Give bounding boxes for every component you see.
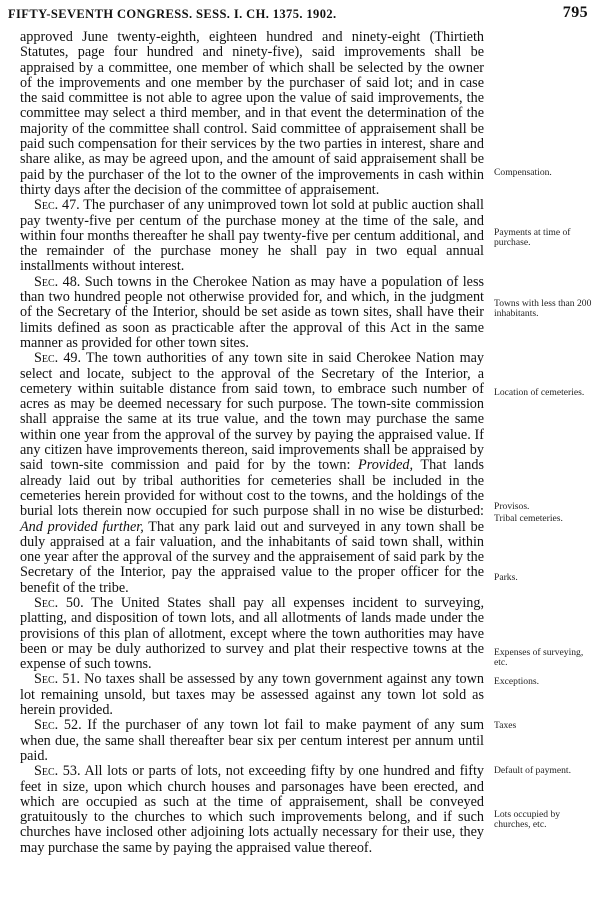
page-header (8, 4, 592, 24)
margin-note-exceptions: Exceptions. (494, 676, 540, 687)
paragraph-continuation: approved June twenty-eighth, eighteen hundred and ninety-eight (Thirtieth Statutes, page four hundred and ninety-five), said improvements shall be appraised by a committee, one member of which shall be selected by the owner of the improvements and one member by the purchaser of said lot; and in case the said committee is not able to agree upon the value of said improvements, the committee may select a third member, and in that event the determination of the majority of the committee shall control. Said committee of appraisement shall be paid such compensation for their services by the two parties in interest, share and share alike, as may be agreed upon, and the amount of said appraisement shall be paid by the purchaser of the lot to the owner of the improvements in cash within thirty days after the decision of the committee of appraisement. (20, 29, 484, 198)
section-text: That lands already laid out by tribal authorities for cemeteries shall be included in the cemeteries herein provided for without cost to the towns, and the holdings of the burial lots therein now occupied for such purpose shall in no wise be disturbed: (20, 457, 484, 520)
section-label: Sec. 49. (34, 350, 82, 367)
margin-note-provisos: Provisos. (494, 501, 530, 512)
section-text: If the purchaser of any town lot fail to make payment of any sum when due, the same shall thereafter bear six per centum interest per annum until paid. (20, 717, 484, 764)
section-label: Sec. 52. (34, 717, 82, 734)
section-text: All lots or parts of lots, not exceeding fifty by one hundred and fifty feet in size, upon which church houses and parsonages have been erected, and which are occupied as such at the time of appraisement, shall be conveyed gratuitously to the churches to which such improvements belong, and if such churches have inclosed other adjoining lots actually necessary for their use, they may purchase the same by paying the appraised value thereof. (20, 763, 484, 856)
margin-note-tribal-cemeteries: Tribal cemeteries. (494, 513, 563, 524)
section-text: No taxes shall be assessed by any town government against any town lot remaining unsold, but taxes may be assessed against any town lot sold as herein provided. (20, 671, 484, 719)
section-label: Sec. 53. (34, 763, 81, 780)
margin-note-cemeteries: Location of cemeteries. (494, 387, 585, 398)
margin-note-taxes: Taxes (494, 720, 517, 731)
running-head: FIFTY-SEVENTH CONGRESS. SESS. I. CH. 1375. 1902. (8, 7, 337, 21)
section-49 (20, 351, 484, 596)
section-label: Sec. 50. (34, 594, 84, 611)
proviso-text: Provided, (358, 457, 414, 474)
page-number: 795 (562, 4, 588, 21)
section-51 (20, 672, 484, 718)
section-label: Sec. 48. (34, 273, 81, 290)
margin-note-payments: Payments at time of purchase. (494, 227, 571, 249)
section-text: The town authorities of any town site in said Cherokee Nation may select and locate, subject to the approval of the Secretary of the Interior, a cemetery within suitable distance from said town, to embrace such number of acres as may be deemed necessary for such purpose. The town-site commission shall appraise the same at its true value, and the town may purchase the same within one year from the approval of the survey by paying the appraised value. If any citizen have improvements thereon, said improvements shall be appraised by said town-site commission and paid for by the town: (20, 350, 485, 474)
margin-note-parks: Parks. (494, 572, 518, 583)
margin-note-default: Default of payment. (494, 765, 571, 776)
section-48 (20, 275, 484, 351)
section-label: Sec. 51. (34, 671, 81, 688)
section-50 (20, 596, 484, 672)
section-52 (20, 718, 484, 764)
section-text: The purchaser of any unimproved town lot sold at public auction shall pay twenty-five per centum of the purchase money at the time of the sale, and within four months thereafter he shall pay twenty-five per centum additional, and the remainder of the purchase money he shall pay in two equal annual installments without interest. (20, 197, 484, 275)
margin-note-towns: Towns with less than 200 inhabitants. (494, 298, 592, 320)
margin-note-churches: Lots occupied by churches, etc. (494, 809, 561, 831)
proviso-text: And provided further, (20, 518, 144, 535)
section-text: The United States shall pay all expenses incident to surveying, platting, and disposition of town lots, and all allotments of lands made under the provisions of this plan of allotment, except where the town authorities may have been or may be duly authorized to survey and plat their respective towns at the expense of such towns. (20, 594, 485, 673)
margin-note-compensation: Compensation. (494, 167, 552, 178)
statute-text (20, 30, 484, 856)
section-47 (20, 198, 484, 274)
section-text: Such towns in the Cherokee Nation as may have a population of less than two hundred people not otherwise provided for, and which, in the judgment of the Secretary of the Interior, should be set aside as town sites, shall have their limits defined as soon as practicable after the approval of this Act in the same manner as provided for other town sites. (20, 273, 484, 351)
section-text: That any park laid out and surveyed in any town shall be duly appraised at a fair valuation, and the inhabitants of said town shall, within one year after the approval of the survey and the appraisement of said park by the Secretary of the Interior, pay the appraised value to the proper officer for the benefit of the tribe. (20, 518, 484, 596)
margin-note-expenses: Expenses of surveying, etc. (494, 647, 584, 669)
section-53 (20, 764, 484, 856)
section-label: Sec. 47. (34, 197, 80, 214)
